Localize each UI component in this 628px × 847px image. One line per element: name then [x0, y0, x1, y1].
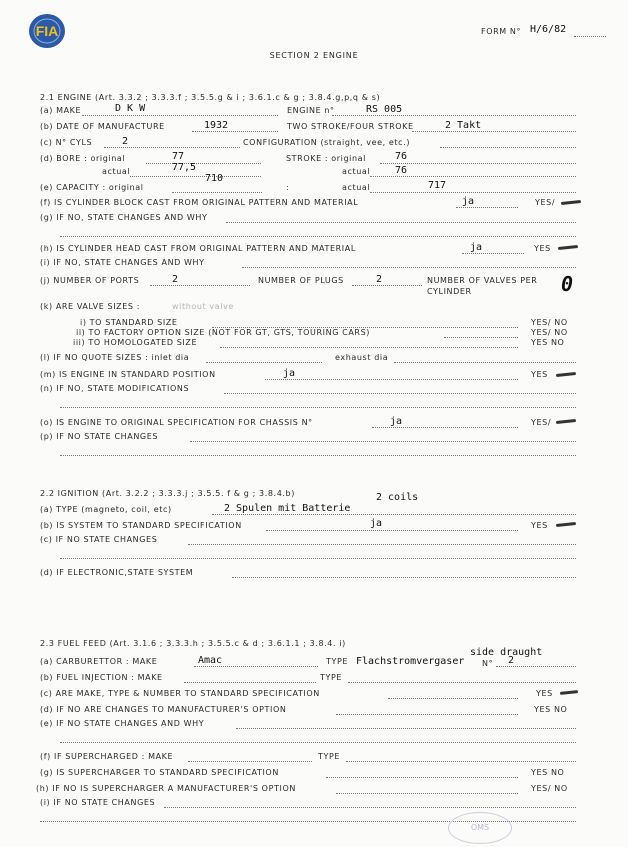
valve-sizes-label: (k) ARE VALVE SIZES : [40, 302, 141, 311]
valve-factory-yesno: YES/ NO [531, 328, 568, 337]
head-cast-label: (h) IS CYLINDER HEAD CAST FROM ORIGINAL PATTERN AND MATERIAL [40, 244, 356, 253]
ports-label: (j) NUMBER OF PORTS [40, 276, 140, 285]
valves-label-2: CYLINDER [427, 287, 472, 296]
ignition-heading: 2.2 IGNITION (Art. 3.2.2 ; 3.3.3.j ; 3.5.5. f & g ; 3.8.4.b) [40, 489, 295, 498]
stroke-label: STROKE : original [286, 154, 367, 163]
ignition-type-value: 2 Spulen mit Batterie [224, 503, 351, 514]
fuel-heading: 2.3 FUEL FEED (Art. 3.1.6 ; 3.3.3.h ; 3.5.5.c & d ; 3.6.1.1 ; 3.8.4. i) [40, 639, 346, 648]
supercharger-type-label: TYPE [318, 752, 341, 761]
section-title: SECTION 2 ENGINE [269, 51, 359, 60]
spec-changes-label: (p) IF NO STATE CHANGES [40, 432, 159, 441]
head-cast-answer: ja [470, 242, 483, 253]
plugs-value: 2 [376, 274, 383, 285]
supercharger-standard-label: (g) IS SUPERCHARGER TO STANDARD SPECIFICATION [40, 768, 279, 777]
valves-value: 0 [561, 272, 574, 296]
capacity-label: (e) CAPACITY : original [40, 183, 144, 192]
logo-text: FIA [35, 23, 59, 39]
ignition-note: 2 coils [376, 492, 419, 503]
engine-heading: 2.1 ENGINE (Art. 3.3.2 ; 3.3.3.f ; 3.5.5.g & i ; 3.6.1.c & g ; 3.8.4.g,p,q & s) [40, 93, 381, 102]
supercharger-label: (f) IF SUPERCHARGED : MAKE [40, 752, 174, 761]
engine-no-label: ENGINE n° [287, 106, 335, 115]
cyls-value: 2 [122, 136, 129, 147]
make-value: D K W [115, 103, 146, 114]
block-cast-yesno: YES/ [535, 198, 556, 207]
make-label: (a) MAKE [40, 106, 82, 115]
ports-value: 2 [172, 274, 179, 285]
standard-position-label: (m) IS ENGINE IN STANDARD POSITION [40, 370, 216, 379]
carburettor-type-label: TYPE [326, 657, 349, 666]
carburettor-no: 2 [508, 655, 515, 666]
valves-label: NUMBER OF VALVES PER [427, 276, 538, 285]
plugs-label: NUMBER OF PLUGS [258, 276, 344, 285]
ignition-standard-yes: YES [531, 521, 548, 530]
quote-sizes-label: (l) IF NO QUOTE SIZES : inlet dia [40, 353, 190, 362]
bore-actual-label: actual [102, 167, 131, 176]
faded-stamp: OMS [448, 812, 512, 844]
supercharger-option-label: (h) IF NO IS SUPERCHARGER A MANUFACTURER'S OPTION [36, 784, 296, 793]
standard-position-answer: ja [283, 368, 296, 379]
bore-original: 77 [172, 151, 185, 162]
ignition-changes-label: (c) IF NO STATE CHANGES [40, 535, 158, 544]
valve-standard-yesno: YES/ NO [531, 318, 568, 327]
carburettor-make: Amac [198, 655, 223, 666]
valve-standard-label: i) TO STANDARD SIZE [80, 318, 178, 327]
supercharger-standard-yesno: YES NO [531, 768, 565, 777]
carburettor-type: Flachstromvergaser [356, 656, 465, 667]
bore-label: (d) BORE : original [40, 154, 126, 163]
config-label: CONFIGURATION (straight, vee, etc.) [243, 138, 411, 147]
capacity-original: 710 [205, 173, 224, 184]
bore-actual: 77,5 [172, 162, 197, 173]
chassis-spec-yesno: YES/ [531, 418, 552, 427]
date-label: (b) DATE OF MANUFACTURE [40, 122, 165, 131]
chassis-spec-answer: ja [390, 416, 403, 427]
valve-factory-label: ii) TO FACTORY OPTION SIZE (NOT FOR GT, GTS, TOURING CARS) [76, 328, 370, 337]
carburettor-label: (a) CARBURETTOR : MAKE [40, 657, 158, 666]
carb-standard-label: (c) ARE MAKE, TYPE & NUMBER TO STANDARD SPECIFICATION [40, 689, 320, 698]
modifications-label: (n) IF NO, STATE MODIFICATIONS [40, 384, 190, 393]
stroke-actual: 76 [395, 165, 408, 176]
block-cast-answer: ja [462, 196, 475, 207]
carb-standard-yes: YES [536, 689, 553, 698]
ignition-type-label: (a) TYPE (magneto, coil, etc) [40, 505, 172, 514]
valve-homologated-label: iii) TO HOMOLOGATED SIZE [73, 338, 198, 347]
form-number: H/6/82 [530, 24, 567, 35]
carb-changes-label: (e) IF NO STATE CHANGES AND WHY [40, 719, 205, 728]
stroke-original: 76 [395, 151, 408, 162]
ignition-electronic-label: (d) IF ELECTRONIC,STATE SYSTEM [40, 568, 194, 577]
head-cast-yes: YES [534, 244, 551, 253]
exhaust-label: exhaust dia [335, 353, 389, 362]
stroke-type-label: TWO STROKE/FOUR STROKE [287, 122, 414, 131]
capacity-actual-label: actual [342, 183, 371, 192]
chassis-spec-label: (o) IS ENGINE TO ORIGINAL SPECIFICATION FOR CHASSIS N° [40, 418, 313, 427]
carb-option-label: (d) IF NO ARE CHANGES TO MANUFACTURER'S OPTION [40, 705, 287, 714]
stroke-type-value: 2 Takt [445, 120, 482, 131]
head-changes-label: (i) IF NO, STATE CHANGES AND WHY [40, 258, 205, 267]
supercharger-option-yesno: YES/ NO [531, 784, 568, 793]
engine-no-value: RS 005 [366, 104, 403, 115]
valve-homologated-yesno: YES NO [531, 338, 565, 347]
form-label: FORM N° [481, 27, 522, 36]
block-changes-label: (g) IF NO, STATE CHANGES AND WHY [40, 213, 208, 222]
standard-position-yes: YES [531, 370, 548, 379]
carburettor-no-label: N° [482, 659, 494, 668]
fuel-side-note: side draught [470, 647, 543, 658]
ignition-standard-label: (b) IS SYSTEM TO STANDARD SPECIFICATION [40, 521, 242, 530]
capacity-actual: 717 [428, 180, 447, 191]
block-cast-label: (f) IS CYLINDER BLOCK CAST FROM ORIGINAL PATTERN AND MATERIAL [40, 198, 359, 207]
injection-type-label: TYPE [320, 673, 343, 682]
cyls-label: (c) N° CYLS [40, 138, 93, 147]
supercharger-changes-label: (i) IF NO STATE CHANGES [40, 798, 156, 807]
injection-label: (b) FUEL INJECTION : MAKE [40, 673, 163, 682]
stroke-actual-label: actual [342, 167, 371, 176]
valve-sizes-note: without valve [172, 302, 234, 311]
carb-option-yesno: YES NO [534, 705, 568, 714]
date-value: 1932 [204, 120, 229, 131]
ignition-standard-answer: ja [370, 518, 383, 529]
fia-logo [28, 13, 66, 49]
